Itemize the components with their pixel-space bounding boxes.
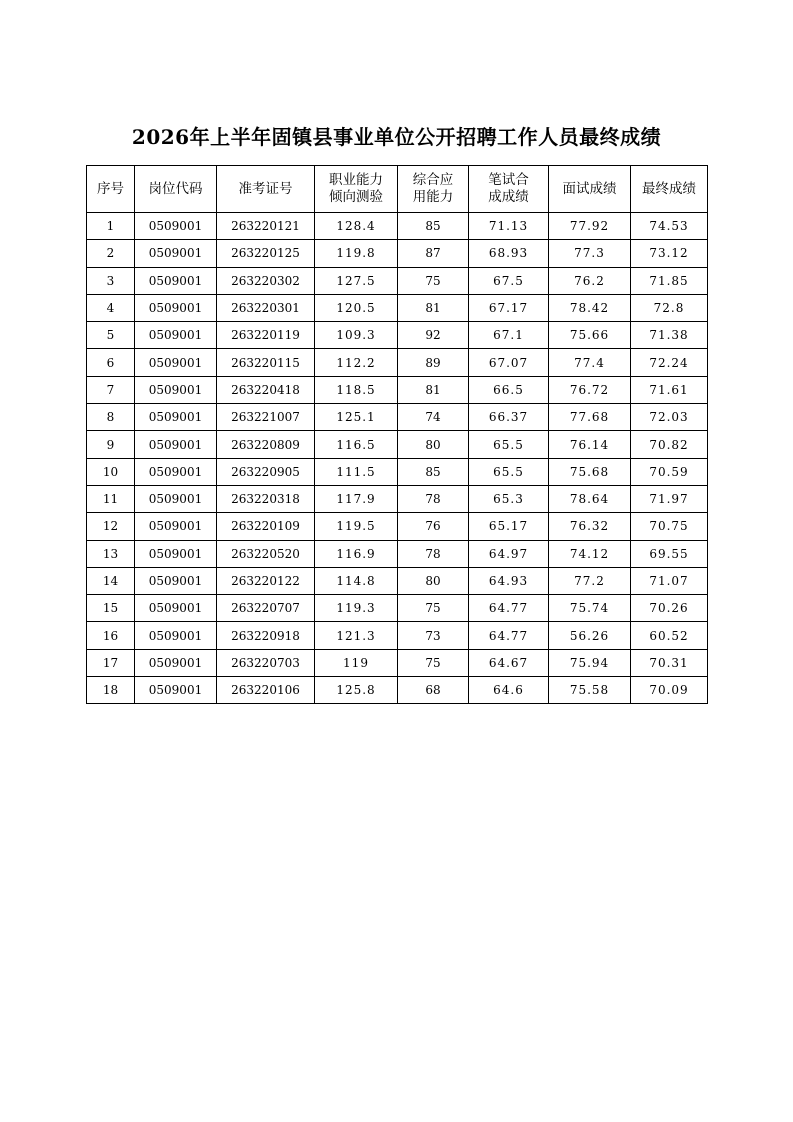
cell-position-code: 0509001 [135, 485, 217, 512]
cell-aptitude: 119.3 [315, 595, 398, 622]
cell-written: 65.3 [469, 485, 549, 512]
cell-exam-no: 263220122 [217, 567, 315, 594]
cell-comprehensive: 87 [398, 240, 469, 267]
cell-comprehensive: 73 [398, 622, 469, 649]
cell-written: 67.17 [469, 294, 549, 321]
cell-comprehensive: 68 [398, 677, 469, 704]
cell-written: 71.13 [469, 213, 549, 240]
cell-aptitude: 121.3 [315, 622, 398, 649]
table-body [87, 213, 708, 704]
cell-position-code: 0509001 [135, 376, 217, 403]
cell-interview: 75.74 [549, 595, 631, 622]
cell-comprehensive: 75 [398, 649, 469, 676]
cell-final: 69.55 [631, 540, 708, 567]
cell-interview: 76.2 [549, 267, 631, 294]
cell-comprehensive: 81 [398, 294, 469, 321]
cell-position-code: 0509001 [135, 404, 217, 431]
cell-final: 71.85 [631, 267, 708, 294]
cell-final: 70.26 [631, 595, 708, 622]
cell-position-code: 0509001 [135, 513, 217, 540]
cell-exam-no: 263220707 [217, 595, 315, 622]
cell-position-code: 0509001 [135, 294, 217, 321]
cell-comprehensive: 75 [398, 595, 469, 622]
cell-aptitude: 111.5 [315, 458, 398, 485]
cell-final: 72.8 [631, 294, 708, 321]
table-row [87, 595, 708, 622]
cell-written: 66.37 [469, 404, 549, 431]
cell-comprehensive: 81 [398, 376, 469, 403]
header-exam-no: 准考证号 [217, 166, 315, 213]
cell-aptitude: 109.3 [315, 322, 398, 349]
cell-index: 10 [87, 458, 135, 485]
header-index: 序号 [87, 166, 135, 213]
cell-index: 5 [87, 322, 135, 349]
cell-position-code: 0509001 [135, 567, 217, 594]
cell-final: 72.24 [631, 349, 708, 376]
cell-written: 64.77 [469, 595, 549, 622]
header-aptitude-line-2: 倾向测验 [329, 189, 383, 205]
cell-interview: 75.94 [549, 649, 631, 676]
cell-index: 8 [87, 404, 135, 431]
table-row [87, 622, 708, 649]
cell-interview: 76.14 [549, 431, 631, 458]
cell-index: 15 [87, 595, 135, 622]
header-aptitude [315, 166, 398, 213]
cell-written: 65.17 [469, 513, 549, 540]
cell-position-code: 0509001 [135, 677, 217, 704]
cell-aptitude: 125.1 [315, 404, 398, 431]
cell-aptitude: 128.4 [315, 213, 398, 240]
cell-final: 70.59 [631, 458, 708, 485]
cell-written: 65.5 [469, 458, 549, 485]
cell-interview: 75.66 [549, 322, 631, 349]
cell-exam-no: 263220119 [217, 322, 315, 349]
cell-interview: 77.3 [549, 240, 631, 267]
header-written [469, 166, 549, 213]
cell-comprehensive: 75 [398, 267, 469, 294]
cell-written: 64.67 [469, 649, 549, 676]
cell-position-code: 0509001 [135, 349, 217, 376]
cell-comprehensive: 85 [398, 458, 469, 485]
cell-interview: 77.2 [549, 567, 631, 594]
cell-interview: 77.4 [549, 349, 631, 376]
cell-index: 11 [87, 485, 135, 512]
cell-exam-no: 263220115 [217, 349, 315, 376]
cell-written: 64.93 [469, 567, 549, 594]
cell-final: 60.52 [631, 622, 708, 649]
header-written-line-1: 笔试合 [488, 172, 529, 188]
cell-exam-no: 263220109 [217, 513, 315, 540]
cell-interview: 77.92 [549, 213, 631, 240]
cell-exam-no: 263220918 [217, 622, 315, 649]
cell-position-code: 0509001 [135, 213, 217, 240]
cell-aptitude: 119 [315, 649, 398, 676]
cell-final: 71.38 [631, 322, 708, 349]
cell-written: 67.5 [469, 267, 549, 294]
header-row [87, 166, 708, 213]
final-score-table [86, 165, 708, 704]
cell-written: 64.6 [469, 677, 549, 704]
cell-index: 9 [87, 431, 135, 458]
cell-interview: 77.68 [549, 404, 631, 431]
cell-final: 70.31 [631, 649, 708, 676]
cell-interview: 74.12 [549, 540, 631, 567]
cell-exam-no: 263220301 [217, 294, 315, 321]
cell-position-code: 0509001 [135, 322, 217, 349]
header-comprehensive [398, 166, 469, 213]
cell-written: 66.5 [469, 376, 549, 403]
cell-comprehensive: 76 [398, 513, 469, 540]
cell-final: 72.03 [631, 404, 708, 431]
table-row [87, 213, 708, 240]
cell-interview: 75.58 [549, 677, 631, 704]
table-row [87, 431, 708, 458]
cell-aptitude: 120.5 [315, 294, 398, 321]
page-title: 2026年上半年固镇县事业单位公开招聘工作人员最终成绩 [131, 125, 662, 149]
cell-comprehensive: 78 [398, 485, 469, 512]
cell-interview: 76.32 [549, 513, 631, 540]
table-row [87, 267, 708, 294]
cell-comprehensive: 85 [398, 213, 469, 240]
cell-comprehensive: 89 [398, 349, 469, 376]
cell-aptitude: 118.5 [315, 376, 398, 403]
cell-index: 7 [87, 376, 135, 403]
table-row [87, 567, 708, 594]
cell-interview: 75.68 [549, 458, 631, 485]
header-written-line-2: 成成绩 [488, 189, 529, 205]
table-row [87, 649, 708, 676]
cell-exam-no: 263220318 [217, 485, 315, 512]
cell-written: 64.97 [469, 540, 549, 567]
header-position-code: 岗位代码 [135, 166, 217, 213]
cell-written: 65.5 [469, 431, 549, 458]
table-row [87, 677, 708, 704]
table-header [87, 166, 708, 213]
cell-interview: 56.26 [549, 622, 631, 649]
cell-exam-no: 263220809 [217, 431, 315, 458]
cell-written: 68.93 [469, 240, 549, 267]
cell-index: 18 [87, 677, 135, 704]
table-row [87, 485, 708, 512]
cell-final: 71.07 [631, 567, 708, 594]
cell-index: 1 [87, 213, 135, 240]
cell-exam-no: 263220106 [217, 677, 315, 704]
cell-exam-no: 263220703 [217, 649, 315, 676]
cell-aptitude: 116.5 [315, 431, 398, 458]
table-row [87, 458, 708, 485]
cell-index: 16 [87, 622, 135, 649]
table-row [87, 376, 708, 403]
cell-position-code: 0509001 [135, 458, 217, 485]
cell-exam-no: 263220125 [217, 240, 315, 267]
cell-interview: 78.42 [549, 294, 631, 321]
cell-index: 4 [87, 294, 135, 321]
header-aptitude-line-1: 职业能力 [329, 172, 383, 188]
cell-exam-no: 263220121 [217, 213, 315, 240]
cell-index: 12 [87, 513, 135, 540]
cell-written: 67.07 [469, 349, 549, 376]
cell-interview: 78.64 [549, 485, 631, 512]
cell-comprehensive: 80 [398, 567, 469, 594]
cell-position-code: 0509001 [135, 540, 217, 567]
table-row [87, 513, 708, 540]
cell-index: 13 [87, 540, 135, 567]
cell-index: 14 [87, 567, 135, 594]
cell-aptitude: 127.5 [315, 267, 398, 294]
cell-aptitude: 117.9 [315, 485, 398, 512]
header-comprehensive-line-2: 用能力 [412, 189, 454, 205]
cell-comprehensive: 74 [398, 404, 469, 431]
cell-comprehensive: 78 [398, 540, 469, 567]
cell-comprehensive: 92 [398, 322, 469, 349]
cell-index: 17 [87, 649, 135, 676]
cell-position-code: 0509001 [135, 240, 217, 267]
cell-final: 71.97 [631, 485, 708, 512]
table-row [87, 349, 708, 376]
cell-aptitude: 119.5 [315, 513, 398, 540]
cell-final: 70.75 [631, 513, 708, 540]
cell-exam-no: 263220520 [217, 540, 315, 567]
table-row [87, 540, 708, 567]
cell-exam-no: 263220905 [217, 458, 315, 485]
cell-final: 70.82 [631, 431, 708, 458]
cell-position-code: 0509001 [135, 622, 217, 649]
cell-exam-no: 263220302 [217, 267, 315, 294]
cell-interview: 76.72 [549, 376, 631, 403]
cell-written: 67.1 [469, 322, 549, 349]
table-row [87, 294, 708, 321]
header-final: 最终成绩 [631, 166, 708, 213]
header-interview: 面试成绩 [549, 166, 631, 213]
cell-final: 73.12 [631, 240, 708, 267]
cell-aptitude: 114.8 [315, 567, 398, 594]
cell-exam-no: 263220418 [217, 376, 315, 403]
cell-position-code: 0509001 [135, 267, 217, 294]
table-row [87, 240, 708, 267]
cell-final: 71.61 [631, 376, 708, 403]
cell-index: 3 [87, 267, 135, 294]
cell-written: 64.77 [469, 622, 549, 649]
cell-aptitude: 116.9 [315, 540, 398, 567]
cell-comprehensive: 80 [398, 431, 469, 458]
cell-position-code: 0509001 [135, 649, 217, 676]
cell-aptitude: 125.8 [315, 677, 398, 704]
cell-aptitude: 112.2 [315, 349, 398, 376]
cell-index: 2 [87, 240, 135, 267]
table-row [87, 322, 708, 349]
cell-position-code: 0509001 [135, 431, 217, 458]
cell-aptitude: 119.8 [315, 240, 398, 267]
cell-final: 74.53 [631, 213, 708, 240]
header-comprehensive-line-1: 综合应 [412, 172, 454, 188]
cell-position-code: 0509001 [135, 595, 217, 622]
cell-final: 70.09 [631, 677, 708, 704]
cell-index: 6 [87, 349, 135, 376]
table-row [87, 404, 708, 431]
cell-exam-no: 263221007 [217, 404, 315, 431]
